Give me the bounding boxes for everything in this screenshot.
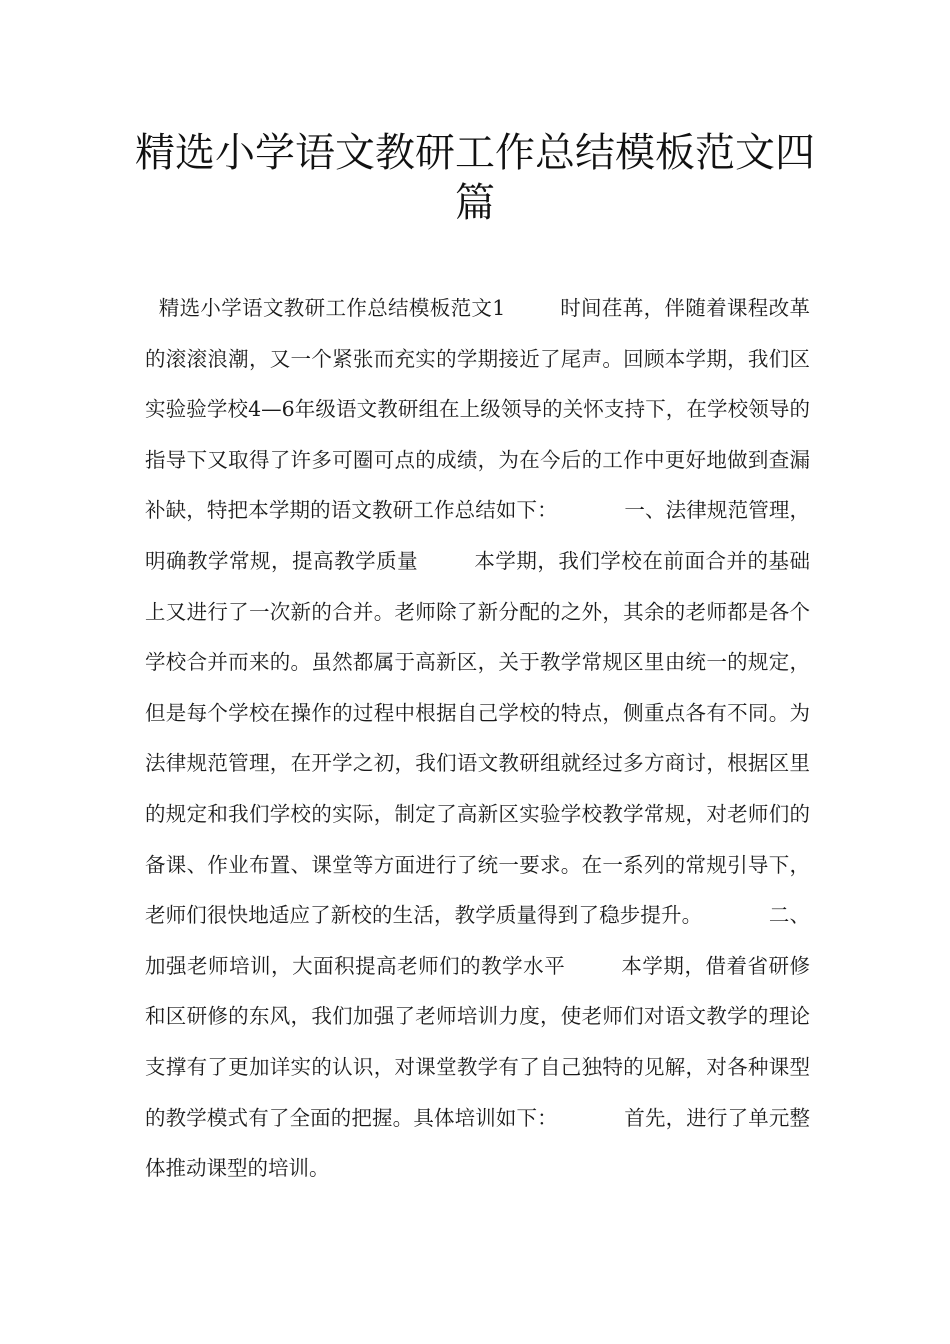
document-title: 精选小学语文教研工作总结模板范文四篇 [135, 130, 815, 226]
document-body: 精选小学语文教研工作总结模板范文1 时间荏苒，伴随着课程改革的滚滚浪潮，又一个紧张而充实的学期接近了尾声。回顾本学期，我们区实验验学校4—6年级语文教研组在上级领导的关怀支持下，在学校领导的指导下又取得了许多可圈可点的成绩，为在今后的工作中更好地做到查漏补缺，特把本学期的语文教研工作总结如下： 一、法律规范管理，明确教学常规，提高教学质量 本学期，我们学校在前面合并的基础上又进行了一次新的合并。老师除了新分配的之外，其余的老师都是各个学校合并而来的。虽然都属于高新区，关于教学常规区里由统一的规定，但是每个学校在操作的过程中根据自己学校的特点，侧重点各有不同。为法律规范管理，在开学之初，我们语文教研组就经过多方商讨，根据区里的规定和我们学校的实际，制定了高新区实验学校教学常规，对老师们的备课、作业布置、课堂等方面进行了统一要求。在一系列的常规引导下，老师们很快地适应了新校的生活，教学质量得到了稳步提升。 二、加强老师培训，大面积提高老师们的教学水平 本学期，借着省研修和区研修的东风，我们加强了老师培训力度，使老师们对语文教学的理论支撑有了更加详实的认识，对课堂教学有了自己独特的见解，对各种课型的教学模式有了全面的把握。具体培训如下： 首先，进行了单元整体推动课型的培训。 [145, 296, 810, 1181]
